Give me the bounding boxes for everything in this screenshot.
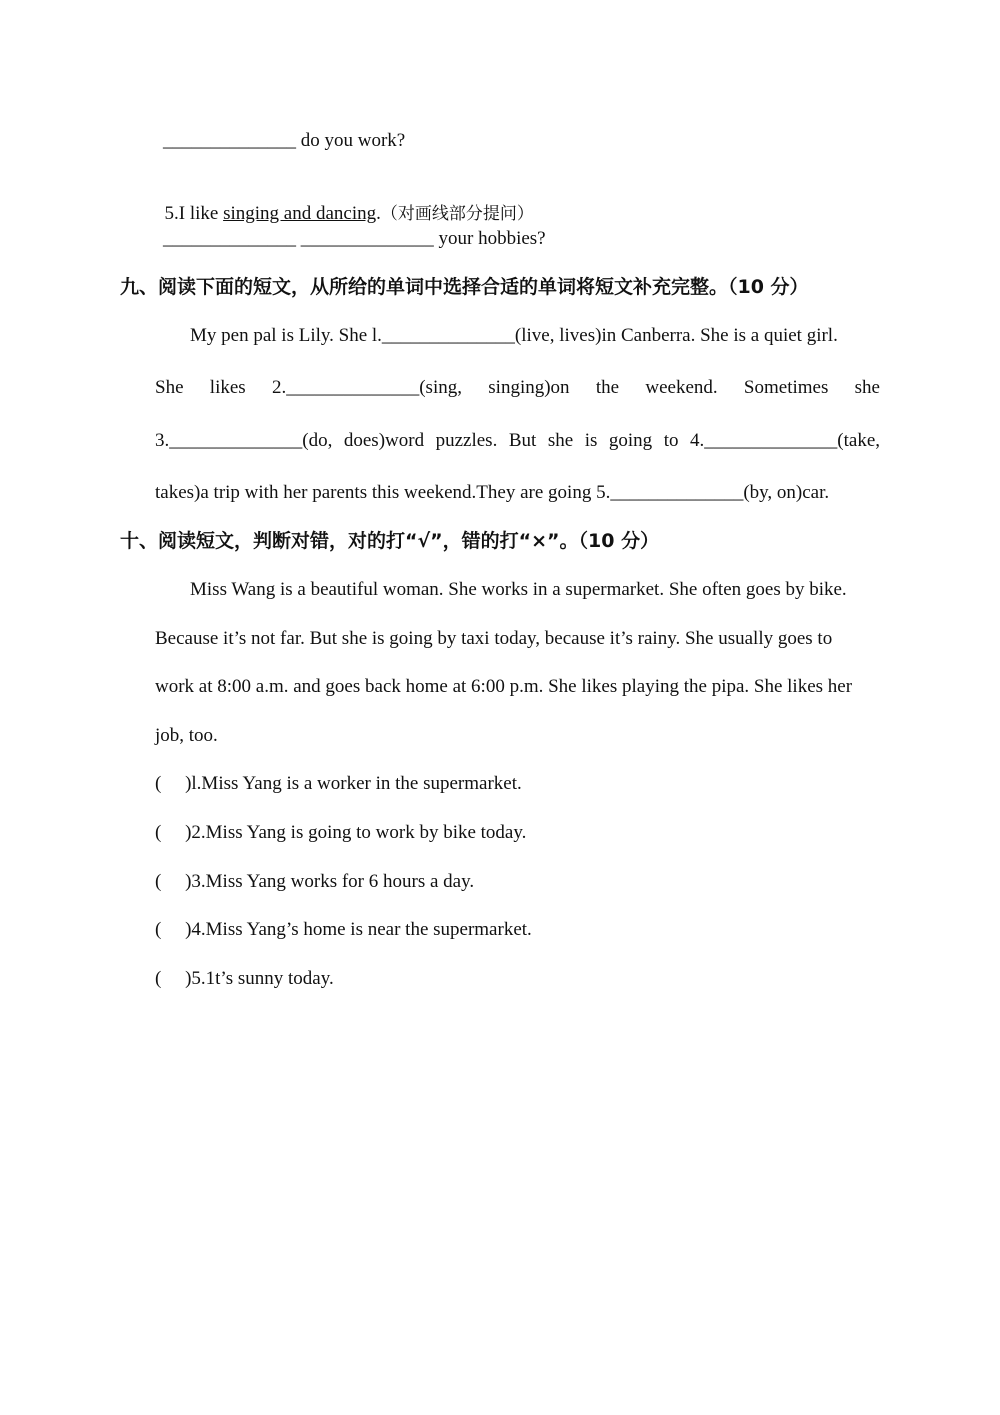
section9-line-1: My pen pal is Lily. She l.______________(live, lives)in Canberra. She is a quiet girl.: [190, 325, 838, 346]
judgement-item-5: ( )5.1t’s sunny today.: [155, 968, 334, 989]
q5-underlined-text: singing and dancing: [223, 203, 377, 224]
passage-line-2: Because it’s not far. But she is going by taxi today, because it’s rainy. She usually goes to: [155, 628, 833, 649]
q5-suffix: .: [376, 203, 381, 224]
q5-answer-line: ______________ ______________ your hobbies?: [163, 228, 546, 249]
judgement-item-4: ( )4.Miss Yang’s home is near the supermarket.: [155, 919, 532, 940]
passage-line-3: work at 8:00 a.m. and goes back home at 6:00 p.m. She likes playing the pipa. She likes her: [155, 676, 853, 697]
judgement-item-2: ( )2.Miss Yang is going to work by bike today.: [155, 822, 527, 843]
judgement-item-1: ( )l.Miss Yang is a worker in the supermarket.: [155, 773, 522, 794]
section9-line-3: 3.______________(do, does)word puzzles. But she is going to 4.______________(take,: [155, 430, 880, 451]
q5-instruction: （对画线部分提问）: [380, 204, 534, 224]
passage-line-4: job, too.: [155, 725, 218, 746]
section9-line-2: She likes 2.______________(sing, singing)on the weekend. Sometimes she: [155, 377, 880, 398]
section9-line-4: takes)a trip with her parents this weekend.They are going 5.______________(by, on)car.: [155, 482, 830, 503]
q4-answer-line: ______________ do you work?: [163, 130, 406, 151]
passage-line-1: Miss Wang is a beautiful woman. She works in a supermarket. She often goes by bike.: [190, 579, 847, 600]
q5-question: [155, 178, 534, 226]
judgement-item-3: ( )3.Miss Yang works for 6 hours a day.: [155, 871, 475, 892]
q5-prefix: 5.I like: [164, 203, 224, 224]
section10-heading: 十、阅读短文，判断对错，对的打“√”，错的打“×”。（10 分）: [120, 530, 660, 552]
section9-heading: 九、阅读下面的短文，从所给的单词中选择合适的单词将短文补充完整。（10 分）: [120, 276, 809, 298]
